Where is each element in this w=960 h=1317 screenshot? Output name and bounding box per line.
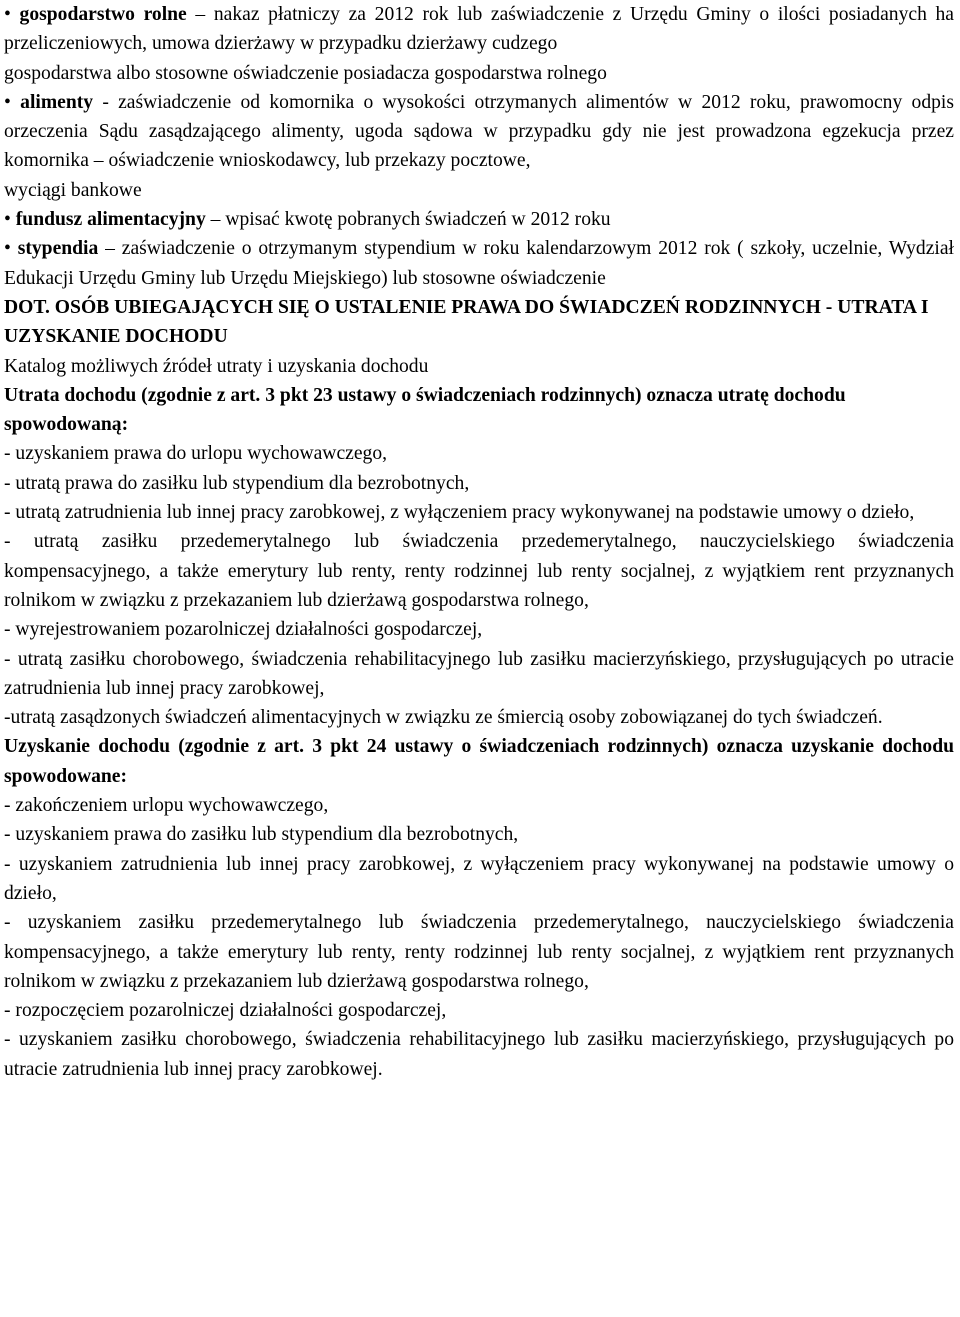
item-label: alimenty [20, 91, 94, 113]
item-text: – zaświadczenie o otrzymanym stypendium w roku kalendarzowym 2012 rok ( szkoły, uczelnie, Wydział Edukacji Urzędu Gminy lub Urzędu Miejskiego) lub stosowne oświadczenie [4, 238, 954, 289]
bullet-stypendia [4, 234, 954, 293]
loss-item: - uzyskaniem prawa do urlopu wychowawczego, [4, 443, 388, 465]
gain-item: - uzyskaniem prawa do zasiłku lub stypendium dla bezrobotnych, [4, 824, 519, 846]
item-text: – nakaz płatniczy za 2012 rok lub zaświadczenie z Urzędu Gminy o ilości posiadanych ha przeliczeniowych, umowa dzierżawy w przypadku dzierżawy cudzego [4, 4, 954, 55]
gain-item: - zakończeniem urlopu wychowawczego, [4, 795, 329, 817]
item-text: – wpisać kwotę pobranych świadczeń w 2012 roku [205, 209, 611, 231]
loss-item: - utratą prawa do zasiłku lub stypendium dla bezrobotnych, [4, 472, 470, 494]
loss-item: - utratą zasiłku chorobowego, świadczenia rehabilitacyjnego lub zasiłku macierzyńskiego, przysługujących po utracie zatrudnienia lub innej pracy zarobkowej, [4, 648, 954, 699]
gain-item: - uzyskaniem zasiłku przedemerytalnego lub świadczenia przedemerytalnego, nauczycielskiego świadczenia kompensacyjnego, a także emerytury lub renty, renty rodzinnej lub renty socjalnej, z wyjątkiem rent przyznanych rolnikom w związku z przekazaniem lub dzierżawą gospodarstwa rolnego, [4, 912, 954, 992]
bullet-alimenty-cont: wyciągi bankowe [4, 179, 142, 201]
bullet-fundusz-alimentacyjny [4, 205, 954, 234]
loss-item: - wyrejestrowaniem pozarolniczej działalności gospodarczej, [4, 619, 483, 641]
bullet: • [4, 91, 11, 113]
gain-heading: Uzyskanie dochodu (zgodnie z art. 3 pkt 24 ustawy o świadczeniach rodzinnych) oznacza uzyskanie dochodu spowodowane: [4, 736, 954, 787]
bullet: • [4, 238, 11, 260]
loss-heading: Utrata dochodu (zgodnie z art. 3 pkt 23 ustawy o świadczeniach rodzinnych) oznacza utratę dochodu [4, 384, 846, 406]
item-label: stypendia [17, 238, 99, 260]
item-label: fundusz alimentacyjny [15, 209, 206, 231]
bullet-gospodarstwo-rolne-cont: gospodarstwa albo stosowne oświadczenie posiadacza gospodarstwa rolnego [4, 62, 607, 84]
item-text: - zaświadczenie od komornika o wysokości otrzymanych alimentów w 2012 roku, prawomocny odpis orzeczenia Sądu zasądzającego alimenty, ugoda sądowa w przypadku gdy nie jest prowadzona egzekucja przez komornika – oświadczenie wnioskodawcy, lub przekazy pocztowe, [4, 91, 954, 172]
gain-item: - uzyskaniem zasiłku chorobowego, świadczenia rehabilitacyjnego lub zasiłku macierzyńskiego, przysługujących po utracie zatrudnienia lub innej pracy zarobkowej. [4, 1029, 954, 1080]
loss-item: -utratą zasądzonych świadczeń alimentacyjnych w związku ze śmiercią osoby zobowiązanej do tych świadczeń. [4, 707, 883, 729]
section-heading: DOT. OSÓB UBIEGAJĄCYCH SIĘ O USTALENIE PRAWA DO ŚWIADCZEŃ RODZINNYCH - UTRATA I UZYSKANIE DOCHODU [4, 296, 929, 348]
gain-item: - uzyskaniem zatrudnienia lub innej pracy zarobkowej, z wyłączeniem pracy wykonywanej na podstawie umowy o dzieło, [4, 853, 954, 904]
loss-heading-cont: spowodowaną: [4, 414, 129, 436]
bullet-gospodarstwo-rolne [4, 0, 954, 59]
loss-item: - utratą zatrudnienia lub innej pracy zarobkowej, z wyłączeniem pracy wykonywanej na podstawie umowy o dzieło, [4, 502, 915, 524]
gain-item: - rozpoczęciem pozarolniczej działalności gospodarczej, [4, 1000, 447, 1022]
bullet-alimenty [4, 88, 954, 176]
catalog-title: Katalog możliwych źródeł utraty i uzyskania dochodu [4, 355, 429, 377]
bullet: • [4, 4, 11, 25]
loss-item: - utratą zasiłku przedemerytalnego lub świadczenia przedemerytalnego, nauczycielskiego świadczenia kompensacyjnego, a także emerytury lub renty, renty rodzinnej lub renty socjalnej, z wyjątkiem rent przyznanych rolnikom w związku z przekazaniem lub dzierżawą gospodarstwa rolnego, [4, 531, 954, 611]
bullet: • [4, 209, 11, 231]
item-label: gospodarstwo rolne [19, 4, 187, 25]
